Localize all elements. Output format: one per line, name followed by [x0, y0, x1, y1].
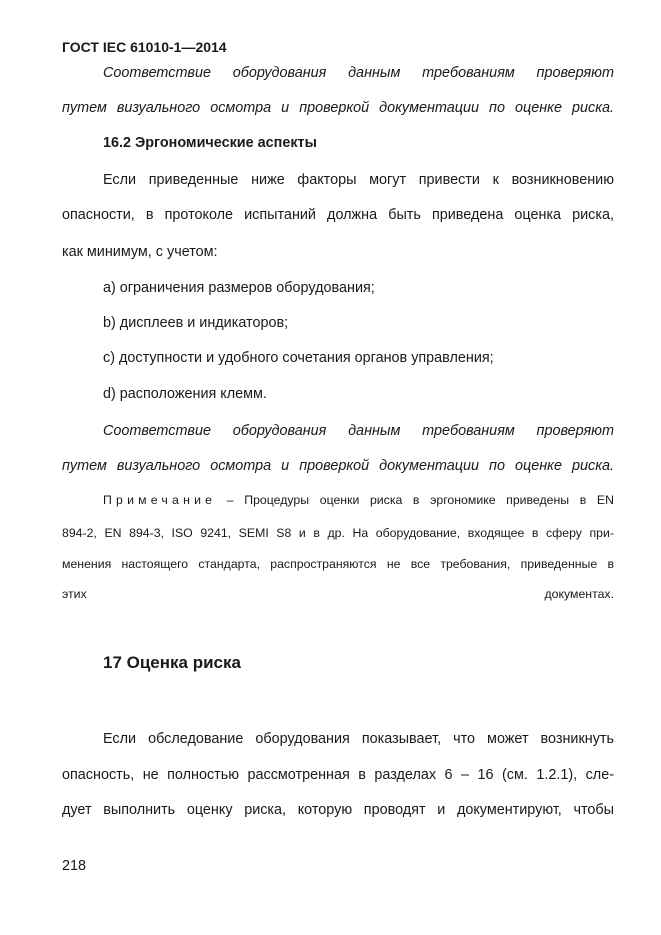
note-line: менения настоящего стандарта, распространяются не все требования, приведенные в: [62, 557, 614, 571]
paragraph-line: Если приведенные ниже факторы могут привести к возникновению: [103, 172, 614, 188]
section-17-title: 17 Оценка риска: [103, 653, 241, 672]
conformity-line: путем визуального осмотра и проверкой документации по оценке риска.: [62, 458, 614, 474]
paragraph-line: опасности, в протоколе испытаний должна быть приведена оценка риска,: [62, 207, 614, 223]
list-item: b) дисплеев и индикаторов;: [103, 315, 289, 331]
note-line: 894-2, EN 894-3, ISO 9241, SEMI S8 и в др. На оборудование, входящее в сферу при-: [62, 526, 614, 540]
conformity-line: Соответствие оборудования данным требованиям проверяют: [103, 65, 614, 81]
conformity-line: путем визуального осмотра и проверкой документации по оценке риска.: [62, 100, 614, 116]
list-item: d) расположения клемм.: [103, 386, 267, 402]
conformity-line: Соответствие оборудования данным требованиям проверяют: [103, 423, 614, 439]
note-label: Примечание: [103, 493, 217, 507]
page-number: 218: [62, 858, 87, 874]
paragraph-line: дует выполнить оценку риска, которую проводят и документируют, чтобы: [62, 802, 614, 818]
paragraph-line: как минимум, с учетом:: [62, 244, 218, 260]
list-item: с) доступности и удобного сочетания органов управления;: [103, 350, 494, 366]
section-16-2-title: 16.2 Эргономические аспекты: [103, 135, 317, 151]
note-line: [103, 493, 614, 507]
list-item: а) ограничения размеров оборудования;: [103, 280, 375, 296]
document-header-code: ГОСТ IEC 61010-1—2014: [62, 39, 227, 55]
note-text: – Процедуры оценки риска в эргономике приведены в EN: [216, 493, 614, 507]
note-line: этих документах.: [62, 587, 614, 601]
paragraph-line: Если обследование оборудования показывает, что может возникнуть: [103, 731, 614, 747]
paragraph-line: опасность, не полностью рассмотренная в разделах 6 – 16 (см. 1.2.1), сле-: [62, 767, 614, 783]
